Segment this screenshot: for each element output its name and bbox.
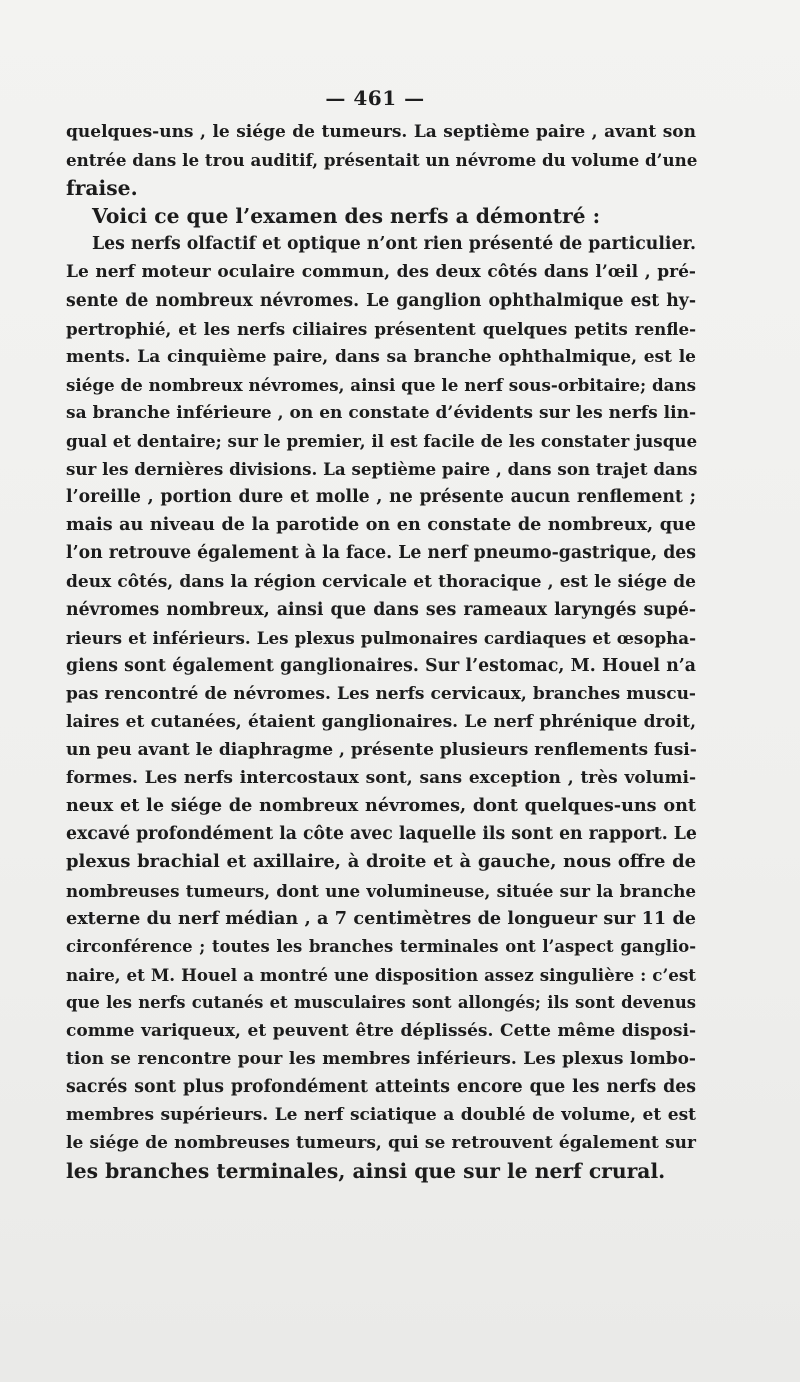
text-line: plexus brachial et axillaire, à droite et à gauche, nous offre de xyxy=(66,851,696,873)
text-line: que les nerfs cutanés et musculaires sont allongés; ils sont devenus xyxy=(66,992,696,1012)
text-line: mais au niveau de la parotide on en constate de nombreux, que xyxy=(66,514,696,536)
text-line: fraise. xyxy=(66,176,138,201)
text-line: neux et le siége de nombreux névromes, dont quelques-uns ont xyxy=(66,795,696,817)
text-line: ments. La cinquième paire, dans sa branche ophthalmique, est le xyxy=(66,346,696,367)
text-line: nombreuses tumeurs, dont une volumineuse, située sur la branche xyxy=(66,880,696,901)
text-line: sacrés sont plus profondément atteints encore que les nerfs des xyxy=(66,1077,696,1098)
text-line: sa branche inférieure , on en constate d’évidents sur les nerfs lin- xyxy=(66,402,696,423)
text-line: siége de nombreux névromes, ainsi que le nerf sous-orbitaire; dans xyxy=(66,374,696,395)
text-line: sente de nombreux névromes. Le ganglion ophthalmique est hy- xyxy=(66,290,696,311)
text-line: névromes nombreux, ainsi que dans ses rameaux laryngés supé- xyxy=(66,599,696,620)
text-line: l’oreille , portion dure et molle , ne présente aucun renflement ; xyxy=(66,487,696,508)
text-line: laires et cutanées, étaient ganglionaires. Le nerf phrénique droit, xyxy=(66,711,696,732)
text-line: Voici ce que l’examen des nerfs a démontré : xyxy=(92,204,601,229)
text-line: quelques-uns , le siége de tumeurs. La septième paire , avant son xyxy=(66,122,696,142)
text-line: naire, et M. Houel a montré une disposition assez singulière : c’est xyxy=(66,964,696,985)
text-line: excavé profondément la côte avec laquelle ils sont en rapport. Le xyxy=(66,824,697,845)
text-line: le siége de nombreuses tumeurs, qui se retrouvent également sur xyxy=(66,1133,696,1154)
text-line: entrée dans le trou auditif, présentait un névrome du volume d’une xyxy=(66,150,698,171)
text-line: sur les dernières divisions. La septième paire , dans son trajet dans xyxy=(66,459,698,480)
text-line: comme variqueux, et peuvent être déplissés. Cette même disposi- xyxy=(66,1021,696,1041)
page-number: — 461 — xyxy=(325,86,425,110)
text-line: pas rencontré de névromes. Les nerfs cervicaux, branches muscu- xyxy=(66,683,696,704)
text-line: gual et dentaire; sur le premier, il est facile de les constater jusque xyxy=(66,431,698,452)
text-line: Les nerfs olfactif et optique n’ont rien présenté de particulier. xyxy=(92,234,696,255)
text-line: l’on retrouve également à la face. Le nerf pneumo-gastrique, des xyxy=(66,543,696,564)
body-text xyxy=(66,118,696,1186)
text-line: un peu avant le diaphragme , présente plusieurs renflements fusi- xyxy=(66,740,697,761)
text-line: membres supérieurs. Le nerf sciatique a doublé de volume, et est xyxy=(66,1105,696,1126)
text-line: pertrophié, et les nerfs ciliaires présentent quelques petits renfle- xyxy=(66,318,696,339)
text-line: giens sont également ganglionaires. Sur l’estomac, M. Houel n’a xyxy=(66,655,696,676)
text-line: formes. Les nerfs intercostaux sont, sans exception , très volumi- xyxy=(66,768,696,789)
text-line: externe du nerf médian , a 7 centimètres de longueur sur 11 de xyxy=(66,907,696,929)
text-line: Le nerf moteur oculaire commun, des deux côtés dans l’œil , pré- xyxy=(66,262,696,283)
text-line: deux côtés, dans la région cervicale et thoracique , est le siége de xyxy=(66,571,696,592)
text-line: rieurs et inférieurs. Les plexus pulmonaires cardiaques et œsopha- xyxy=(66,627,696,648)
text-line: les branches terminales, ainsi que sur le nerf crural. xyxy=(66,1159,666,1184)
text-line: circonférence ; toutes les branches terminales ont l’aspect ganglio- xyxy=(66,936,696,956)
text-line: tion se rencontre pour les membres inférieurs. Les plexus lombo- xyxy=(66,1049,696,1070)
